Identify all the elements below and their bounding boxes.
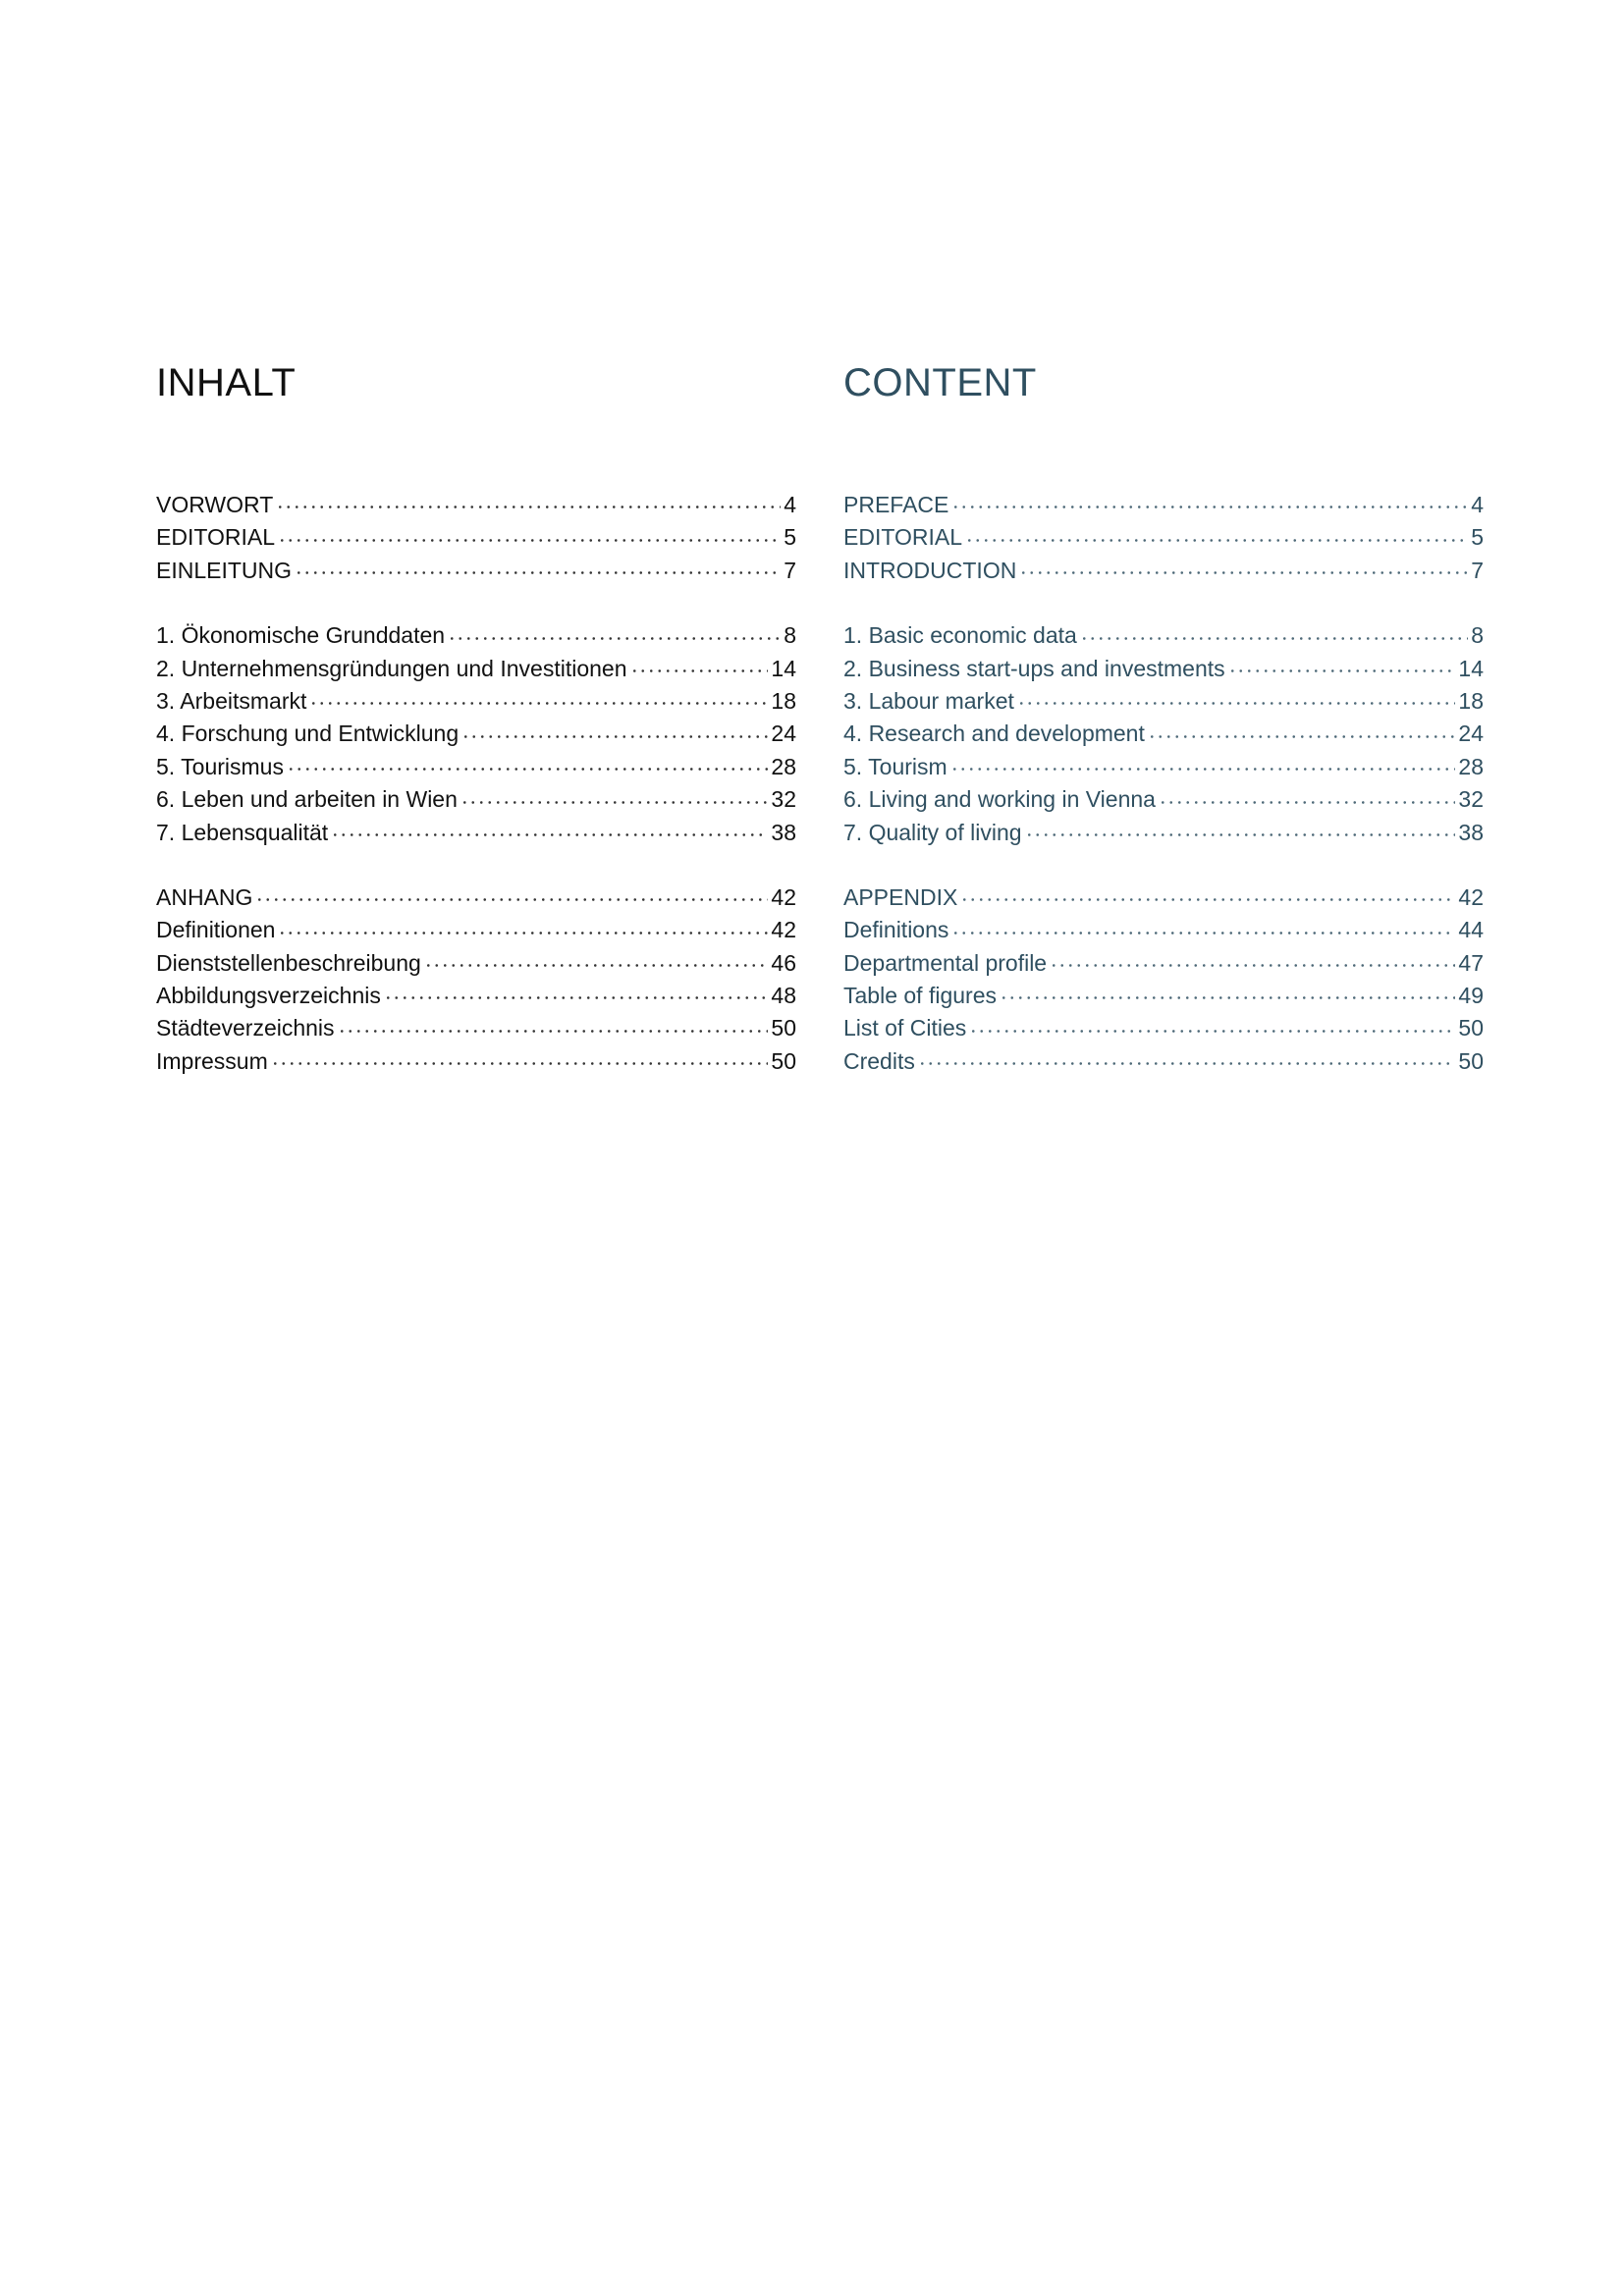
toc-entry-label: 7. Quality of living <box>843 819 1022 845</box>
dot-leader <box>448 637 781 640</box>
dot-leader <box>1019 571 1468 574</box>
dot-leader <box>918 1062 1456 1065</box>
toc-entry[interactable] <box>156 489 796 521</box>
toc-entry-label: 3. Labour market <box>843 687 1014 714</box>
toc-entry-page-number: 24 <box>771 721 796 747</box>
toc-entry-label: 5. Tourism <box>843 753 947 779</box>
toc-entry-page-number: 46 <box>771 949 796 976</box>
toc-entry[interactable] <box>156 751 796 783</box>
dot-leader <box>461 735 768 738</box>
toc-entry-label: 6. Leben und arbeiten in Wien <box>156 786 458 813</box>
toc-entry[interactable] <box>843 619 1484 652</box>
toc-entry-label: EINLEITUNG <box>156 557 293 583</box>
dot-leader <box>424 964 769 967</box>
toc-entry[interactable] <box>156 685 796 718</box>
toc-entry-label: 2. Unternehmensgründungen und Investitionen <box>156 655 627 681</box>
toc-entry-page-number: 49 <box>1458 983 1484 1009</box>
toc-entry-page-number: 48 <box>771 983 796 1009</box>
toc-entry-page-number: 50 <box>771 1047 796 1074</box>
toc-entry-label: INTRODUCTION <box>843 557 1017 583</box>
toc-entry[interactable] <box>156 521 796 554</box>
toc-german-heading: INHALT <box>156 361 297 404</box>
toc-german-entries <box>156 489 796 1078</box>
toc-entry-page-number: 50 <box>1458 1047 1484 1074</box>
toc-entry[interactable] <box>843 914 1484 946</box>
dot-leader <box>460 801 769 804</box>
toc-group <box>843 489 1484 587</box>
toc-entry-label: EDITORIAL <box>843 524 962 551</box>
toc-entry-page-number: 7 <box>1471 557 1484 583</box>
toc-entry-page-number: 5 <box>784 524 796 551</box>
toc-entry-label: Table of figures <box>843 983 997 1009</box>
toc-entry[interactable] <box>843 751 1484 783</box>
toc-entry[interactable] <box>156 619 796 652</box>
toc-entry[interactable] <box>156 914 796 946</box>
toc-entry-page-number: 14 <box>1458 655 1484 681</box>
toc-entry-label: 4. Research and development <box>843 721 1145 747</box>
dot-leader <box>276 506 781 508</box>
dot-leader <box>278 932 768 934</box>
dot-leader <box>287 768 768 771</box>
toc-entry-label: 6. Living and working in Vienna <box>843 786 1156 813</box>
dot-leader <box>1159 801 1455 804</box>
toc-entry-page-number: 7 <box>784 557 796 583</box>
toc-entry[interactable] <box>843 980 1484 1012</box>
dot-leader <box>331 833 768 836</box>
toc-entry-label: Credits <box>843 1047 915 1074</box>
toc-entry-page-number: 44 <box>1458 917 1484 943</box>
toc-english-heading: CONTENT <box>843 361 1037 404</box>
toc-entry-page-number: 38 <box>771 819 796 845</box>
toc-entry-label: 4. Forschung und Entwicklung <box>156 721 460 747</box>
toc-entry[interactable] <box>156 881 796 914</box>
toc-english-entries <box>843 489 1484 1078</box>
dot-leader <box>1017 702 1456 705</box>
toc-entry-label: Definitionen <box>156 917 276 943</box>
dot-leader <box>271 1062 769 1065</box>
dot-leader <box>969 1030 1455 1033</box>
dot-leader <box>1228 669 1456 672</box>
toc-entry-label: VORWORT <box>156 492 274 517</box>
toc-entry[interactable] <box>843 718 1484 750</box>
toc-entry-label: EDITORIAL <box>156 524 275 551</box>
dot-leader <box>309 702 768 705</box>
toc-entry-label: 1. Basic economic data <box>843 622 1077 649</box>
toc-entry[interactable] <box>156 555 796 587</box>
dot-leader <box>255 898 768 901</box>
dot-leader <box>960 898 1455 901</box>
toc-entry-label: 3. Arbeitsmarkt <box>156 687 307 714</box>
toc-entry-page-number: 18 <box>771 687 796 714</box>
toc-entry-page-number: 18 <box>1458 687 1484 714</box>
dot-leader <box>951 932 1455 934</box>
toc-entry-page-number: 50 <box>1458 1015 1484 1041</box>
toc-entry[interactable] <box>843 817 1484 849</box>
toc-entry-page-number: 28 <box>771 753 796 779</box>
toc-entry-page-number: 32 <box>771 786 796 813</box>
dot-leader <box>630 669 769 672</box>
toc-entry-page-number: 38 <box>1458 819 1484 845</box>
toc-entry-label: 7. Lebensqualität <box>156 819 329 845</box>
toc-entry-page-number: 42 <box>771 917 796 943</box>
dot-leader <box>1148 735 1456 738</box>
toc-entry-label: List of Cities <box>843 1015 967 1041</box>
dot-leader <box>951 506 1468 508</box>
toc-entry[interactable] <box>843 881 1484 914</box>
toc-entry[interactable] <box>843 783 1484 816</box>
toc-entry-page-number: 4 <box>784 492 796 517</box>
dot-leader <box>295 571 781 574</box>
toc-entry[interactable] <box>843 947 1484 980</box>
toc-group <box>156 489 796 587</box>
toc-entry-page-number: 47 <box>1458 949 1484 976</box>
toc-entry-page-number: 4 <box>1471 492 1484 517</box>
toc-entry[interactable] <box>156 947 796 980</box>
toc-entry[interactable] <box>843 521 1484 554</box>
toc-entry-label: Dienststellenbeschreibung <box>156 949 421 976</box>
toc-entry-label: Definitions <box>843 917 949 943</box>
toc-entry[interactable] <box>843 653 1484 685</box>
toc-entry-page-number: 32 <box>1458 786 1484 813</box>
toc-entry[interactable] <box>843 1045 1484 1078</box>
toc-entry[interactable] <box>156 718 796 750</box>
toc-entry[interactable] <box>843 555 1484 587</box>
toc-group <box>843 619 1484 849</box>
toc-entry-label: 2. Business start-ups and investments <box>843 655 1225 681</box>
toc-entry-page-number: 50 <box>771 1015 796 1041</box>
toc-entry-label: Städteverzeichnis <box>156 1015 335 1041</box>
toc-entry[interactable] <box>156 653 796 685</box>
toc-entry[interactable] <box>156 1045 796 1078</box>
toc-group <box>156 619 796 849</box>
toc-entry[interactable] <box>156 817 796 849</box>
toc-entry-page-number: 14 <box>771 655 796 681</box>
toc-entry-page-number: 5 <box>1471 524 1484 551</box>
toc-entry-label: Departmental profile <box>843 949 1048 976</box>
toc-entry[interactable] <box>156 1012 796 1044</box>
dot-leader <box>384 996 769 999</box>
toc-entry[interactable] <box>843 685 1484 718</box>
toc-entry-page-number: 42 <box>1458 883 1484 910</box>
toc-entry[interactable] <box>843 489 1484 521</box>
toc-group <box>843 881 1484 1078</box>
dot-leader <box>950 768 1456 771</box>
dot-leader <box>278 539 781 542</box>
toc-entry-label: Impressum <box>156 1047 268 1074</box>
toc-entry-page-number: 8 <box>1471 622 1484 649</box>
toc-entry[interactable] <box>156 980 796 1012</box>
dot-leader <box>965 539 1468 542</box>
toc-entry-page-number: 42 <box>771 883 796 910</box>
toc-entry-label: APPENDIX <box>843 883 958 910</box>
toc-entry[interactable] <box>843 1012 1484 1044</box>
dot-leader <box>1050 964 1455 967</box>
dot-leader <box>1025 833 1456 836</box>
toc-entry-page-number: 8 <box>784 622 796 649</box>
toc-group <box>156 881 796 1078</box>
toc-entry-label: 5. Tourismus <box>156 753 284 779</box>
dot-leader <box>1000 996 1455 999</box>
toc-entry-label: 1. Ökonomische Grunddaten <box>156 622 446 649</box>
toc-entry-label: PREFACE <box>843 492 949 517</box>
toc-entry[interactable] <box>156 783 796 816</box>
dot-leader <box>1080 637 1468 640</box>
toc-entry-page-number: 28 <box>1458 753 1484 779</box>
dot-leader <box>338 1030 769 1033</box>
toc-german <box>156 363 796 1110</box>
toc-entry-label: ANHANG <box>156 883 253 910</box>
toc-entry-label: Abbildungsverzeichnis <box>156 983 381 1009</box>
toc-entry-page-number: 24 <box>1458 721 1484 747</box>
toc-english <box>843 363 1484 1110</box>
